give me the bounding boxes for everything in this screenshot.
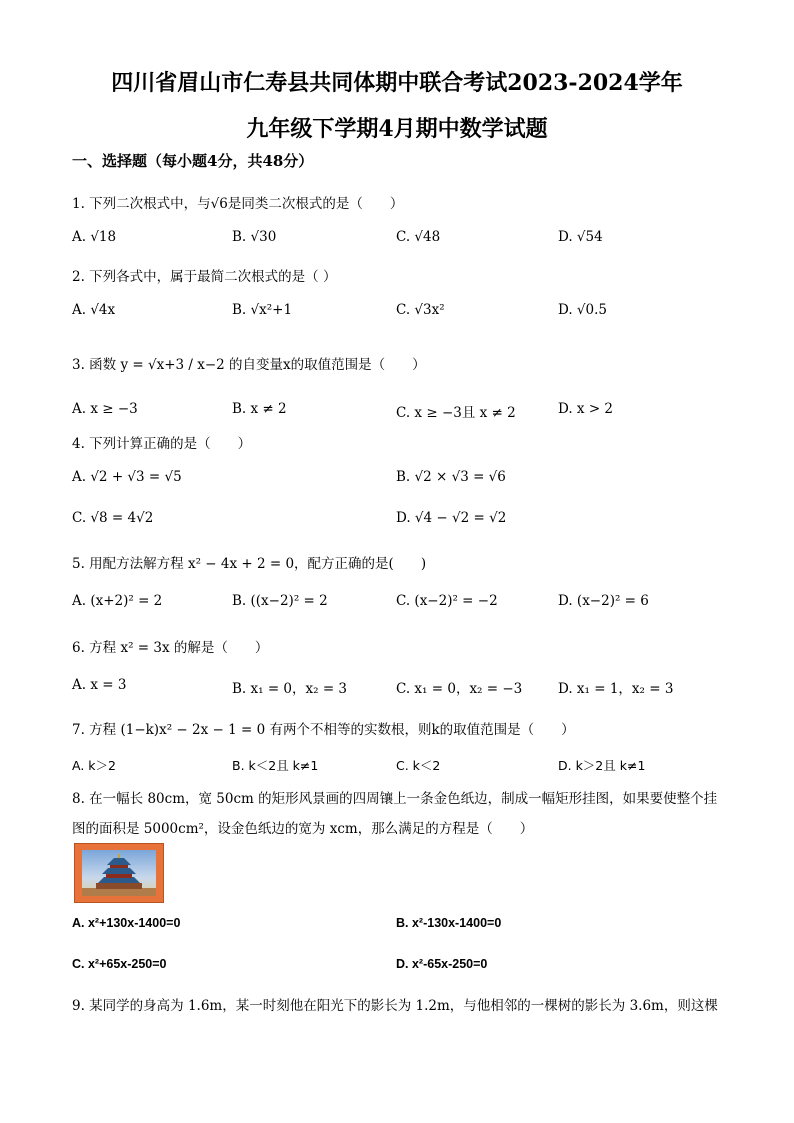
question-8-stem-line1: 8. 在一幅长 80cm，宽 50cm 的矩形风景画的四周镶上一条金色纸边，制成一幅矩形挂图，如果要使整个挂	[72, 791, 718, 807]
q2-option-b: B. √x²+1	[232, 302, 293, 318]
question-7-stem: 7. 方程 (1−k)x² − 2x − 1 = 0 有两个不相等的实数根，则k的取值范围是（ ）	[72, 722, 575, 738]
q1-option-a: A. √18	[72, 229, 117, 245]
question-6-stem: 6. 方程 x² = 3x 的解是（ ）	[72, 640, 269, 656]
q3-option-a: A. x ≥ −3	[72, 401, 138, 417]
q6-option-a: A. x = 3	[72, 677, 127, 693]
q2-option-a: A. √4x	[72, 302, 116, 318]
q8-option-c: C. x²+65x-250=0	[72, 957, 167, 971]
temple-illustration	[82, 850, 156, 896]
q5-option-c: C. (x−2)² = −2	[396, 593, 498, 609]
question-8-stem-line2: 图的面积是 5000cm²，设金色纸边的宽为 xcm，那么满足的方程是（ ）	[72, 821, 534, 837]
q2-option-c: C. √3x²	[396, 302, 445, 318]
q4-option-d: D. √4 − √2 = √2	[396, 510, 507, 526]
q7-option-b: B. k＜2且 k≠1	[232, 758, 319, 773]
temple-of-heaven-picture	[74, 843, 164, 903]
q6-option-b: B. x₁ = 0，x₂ = 3	[232, 681, 348, 697]
q4-option-c: C. √8 = 4√2	[72, 510, 154, 526]
q2-option-d: D. √0.5	[558, 302, 607, 318]
q8-option-b: B. x²-130x-1400=0	[396, 916, 502, 930]
question-3-stem: 3. 函数 y = √x+3 / x−2 的自变量x的取值范围是（ ）	[72, 357, 426, 373]
q4-option-b: B. √2 × √3 = √6	[396, 469, 506, 485]
question-2-stem: 2. 下列各式中，属于最简二次根式的是（ ）	[72, 269, 337, 285]
question-1-stem: 1. 下列二次根式中，与√6是同类二次根式的是（ ）	[72, 196, 404, 212]
q3-option-c: C. x ≥ −3且 x ≠ 2	[396, 405, 516, 421]
q8-option-a: A. x²+130x-1400=0	[72, 916, 181, 930]
q3-option-b: B. x ≠ 2	[232, 401, 287, 417]
question-9-stem: 9. 某同学的身高为 1.6m，某一时刻他在阳光下的影长为 1.2m，与他相邻的一棵树的影长为 3.6m，则这棵	[72, 998, 718, 1014]
q5-option-d: D. (x−2)² = 6	[558, 593, 649, 609]
q7-option-d: D. k＞2且 k≠1	[558, 758, 646, 773]
q7-option-c: C. k＜2	[396, 758, 441, 773]
question-5-stem: 5. 用配方法解方程 x² − 4x + 2 = 0，配方正确的是( )	[72, 556, 427, 572]
q7-option-a: A. k＞2	[72, 758, 116, 773]
question-4-stem: 4. 下列计算正确的是（ ）	[72, 436, 252, 452]
q6-option-c: C. x₁ = 0，x₂ = −3	[396, 681, 523, 697]
q3-option-d: D. x > 2	[558, 401, 614, 417]
q1-option-d: D. √54	[558, 229, 603, 245]
q6-option-d: D. x₁ = 1，x₂ = 3	[558, 681, 674, 697]
q4-option-a: A. √2 + √3 = √5	[72, 469, 182, 485]
page-subtitle: 九年级下学期4月期中数学试题	[246, 116, 548, 142]
q1-option-c: C. √48	[396, 229, 441, 245]
section-heading: 一、选择题（每小题4分，共48分）	[72, 152, 314, 170]
page-title: 四川省眉山市仁寿县共同体期中联合考试2023-2024学年	[111, 70, 683, 96]
q5-option-a: A. (x+2)² = 2	[72, 593, 163, 609]
q5-option-b: B. ((x−2)² = 2	[232, 593, 328, 609]
q8-option-d: D. x²-65x-250=0	[396, 957, 488, 971]
q1-option-b: B. √30	[232, 229, 277, 245]
